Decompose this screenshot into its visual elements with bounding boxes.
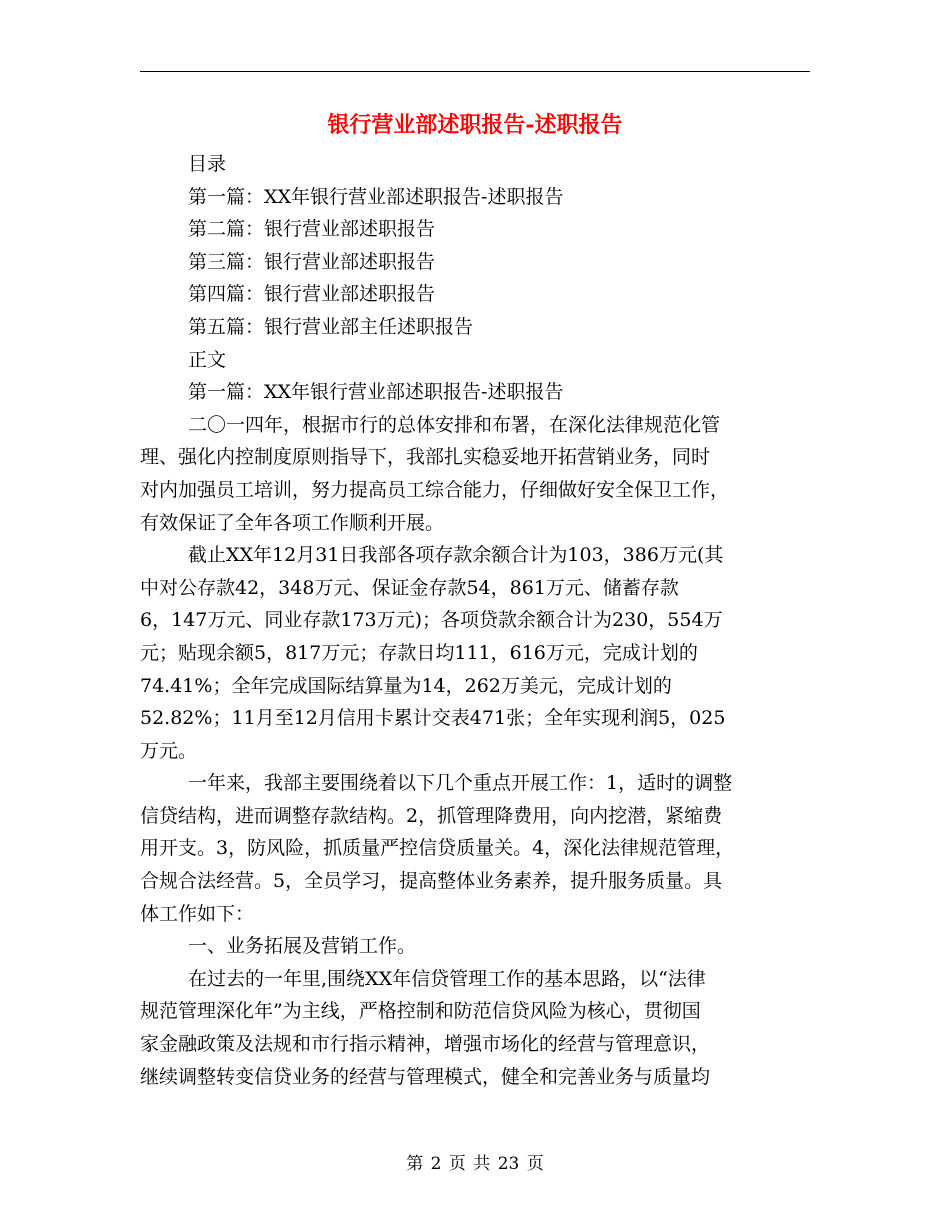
- text-line: 截止XX年12月31日我部各项存款余额合计为103，386万元(其: [188, 544, 724, 567]
- text-line: 第一篇：XX年银行营业部述职报告-述职报告: [188, 381, 564, 404]
- text-line: 中对公存款42，348万元、保证金存款54，861万元、储蓄存款: [140, 576, 679, 599]
- text-line: 体工作如下：: [140, 902, 255, 925]
- text-line: 第一篇：XX年银行营业部述职报告-述职报告: [188, 185, 564, 208]
- text-line: 二〇一四年，根据市行的总体安排和布署，在深化法律规范化管: [188, 413, 721, 436]
- text-line: 目录: [188, 153, 227, 175]
- header-rule: [140, 71, 810, 72]
- document-title: 银行营业部述职报告-述职报告: [327, 112, 623, 138]
- text-line: 第四篇：银行营业部述职报告: [188, 283, 436, 306]
- text-line: 52.82%；11月至12月信用卡累计交表471张；全年实现利润5，025: [140, 707, 726, 730]
- text-line: 元；贴现余额5，817万元；存款日均111，616万元，完成计划的: [140, 641, 698, 664]
- page-footer: 第 2 页 共 23 页: [406, 1154, 544, 1174]
- text-line: 理、强化内控制度原则指导下，我部扎实稳妥地开拓营销业务，同时: [140, 446, 711, 469]
- text-line: 在过去的一年里,围绕XX年信贷管理工作的基本思路，以“法律: [188, 967, 706, 990]
- text-line: 第三篇：银行营业部述职报告: [188, 250, 436, 273]
- text-line: 万元。: [140, 739, 198, 762]
- text-line: 一年来，我部主要围绕着以下几个重点开展工作：1，适时的调整: [188, 772, 733, 795]
- text-line: 继续调整转变信贷业务的经营与管理模式，健全和完善业务与质量均: [140, 1065, 711, 1088]
- text-line: 第二篇：银行营业部述职报告: [188, 218, 436, 241]
- text-line: 用开支。3，防风险，抓质量严控信贷质量关。4，深化法律规范管理，: [140, 837, 735, 860]
- text-line: 有效保证了全年各项工作顺利开展。: [140, 511, 445, 534]
- text-line: 家金融政策及法规和市行指示精神，增强市场化的经营与管理意识，: [140, 1033, 711, 1056]
- document-body: [140, 148, 810, 1093]
- text-line: 第五篇：银行营业部主任述职报告: [188, 315, 474, 338]
- text-line: 规范管理深化年”为主线，严格控制和防范信贷风险为核心，贯彻国: [140, 1000, 701, 1023]
- text-line: 对内加强员工培训，努力提高员工综合能力，仔细做好安全保卫工作，: [140, 478, 730, 501]
- text-line: 信贷结构，进而调整存款结构。2，抓管理降费用，向内挖潜，紧缩费: [140, 804, 723, 827]
- text-line: 一、业务拓展及营销工作。: [188, 935, 417, 958]
- text-line: 合规合法经营。5，全员学习，提高整体业务素养，提升服务质量。具: [140, 870, 723, 893]
- text-line: 6，147万元、同业存款173万元)；各项贷款余额合计为230，554万: [140, 609, 723, 632]
- text-line: 74.41%；全年完成国际结算量为14，262万美元，完成计划的: [140, 674, 672, 697]
- text-line: 正文: [188, 348, 227, 371]
